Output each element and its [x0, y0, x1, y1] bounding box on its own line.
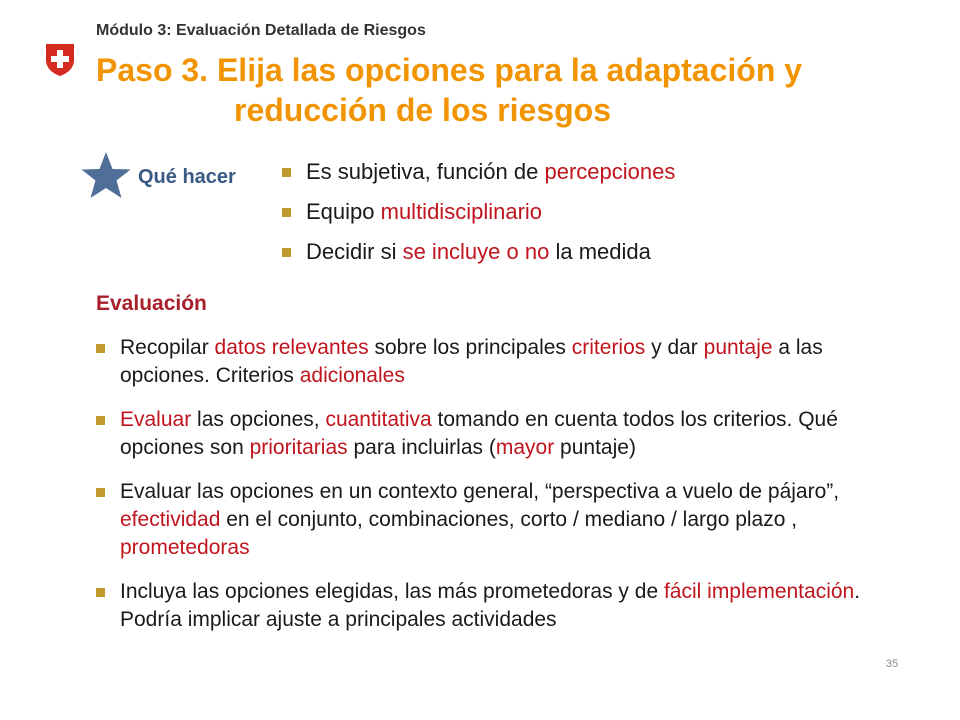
square-bullet-icon [96, 416, 105, 425]
text-segment: Equipo [306, 199, 381, 224]
highlighted-text: mayor [495, 436, 555, 459]
text-segment: Es subjetiva, función de [306, 159, 545, 184]
highlighted-text: Evaluar [120, 408, 192, 431]
text-segment: Evaluar las opciones en un contexto general, “perspectiva a vuelo de pájaro”, [120, 480, 840, 503]
text-segment: Decidir si [306, 239, 403, 264]
text-segment: Recopilar [120, 336, 215, 359]
list-item [96, 478, 886, 562]
highlighted-text: fácil implementación [663, 580, 855, 603]
section-heading-evaluacion: Evaluación [96, 292, 207, 315]
list-item [96, 578, 886, 634]
highlighted-text: prioritarias [249, 436, 348, 459]
highlighted-text: se incluye o no [402, 239, 550, 264]
list-item [282, 236, 902, 276]
text-segment: puntaje) [554, 436, 636, 459]
list-item [96, 334, 886, 390]
text-segment: para incluirlas ( [347, 436, 496, 459]
highlighted-text: datos relevantes [214, 336, 369, 359]
star-icon [80, 150, 132, 202]
highlighted-text: percepciones [544, 159, 676, 184]
highlighted-text: adicionales [299, 364, 405, 387]
highlighted-text: prometedoras [120, 536, 250, 559]
text-segment: . Podría implicar ajuste a principales actividades [120, 580, 861, 631]
highlighted-text: puntaje [703, 336, 773, 359]
text-segment: las opciones, [191, 408, 326, 431]
list-item [96, 406, 886, 462]
module-label: Módulo 3: Evaluación Detallada de Riesgos [96, 22, 426, 39]
text-segment: Incluya las opciones elegidas, las más prometedoras y de [120, 580, 664, 603]
square-bullet-icon [96, 588, 105, 597]
square-bullet-icon [282, 248, 291, 257]
text-segment: y dar [645, 336, 704, 359]
text-segment: tomando en cuenta todos los criterios. Qué opciones son [120, 408, 838, 459]
highlighted-text: efectividad [120, 508, 221, 531]
square-bullet-icon [282, 168, 291, 177]
text-segment: a las opciones. Criterios [120, 336, 823, 387]
title-line-2: reducción de los riesgos [234, 92, 611, 128]
square-bullet-icon [96, 344, 105, 353]
que-hacer-list [282, 156, 902, 276]
title-line-1: Paso 3. Elija las opciones para la adaptación y [96, 52, 803, 88]
highlighted-text: multidisciplinario [380, 199, 543, 224]
square-bullet-icon [96, 488, 105, 497]
highlighted-text: cuantitativa [325, 408, 432, 431]
que-hacer-label: Qué hacer [138, 166, 236, 188]
highlighted-text: criterios [571, 336, 646, 359]
evaluacion-list [96, 334, 886, 650]
square-bullet-icon [282, 208, 291, 217]
list-item [282, 156, 902, 196]
page-number: 35 [886, 658, 899, 670]
list-item [282, 196, 902, 236]
page-title [96, 50, 802, 130]
text-segment: sobre los principales [368, 336, 572, 359]
swiss-cross-icon [44, 42, 76, 78]
text-segment: la medida [549, 239, 651, 264]
text-segment: en el conjunto, combinaciones, corto / mediano / largo plazo , [220, 508, 798, 531]
